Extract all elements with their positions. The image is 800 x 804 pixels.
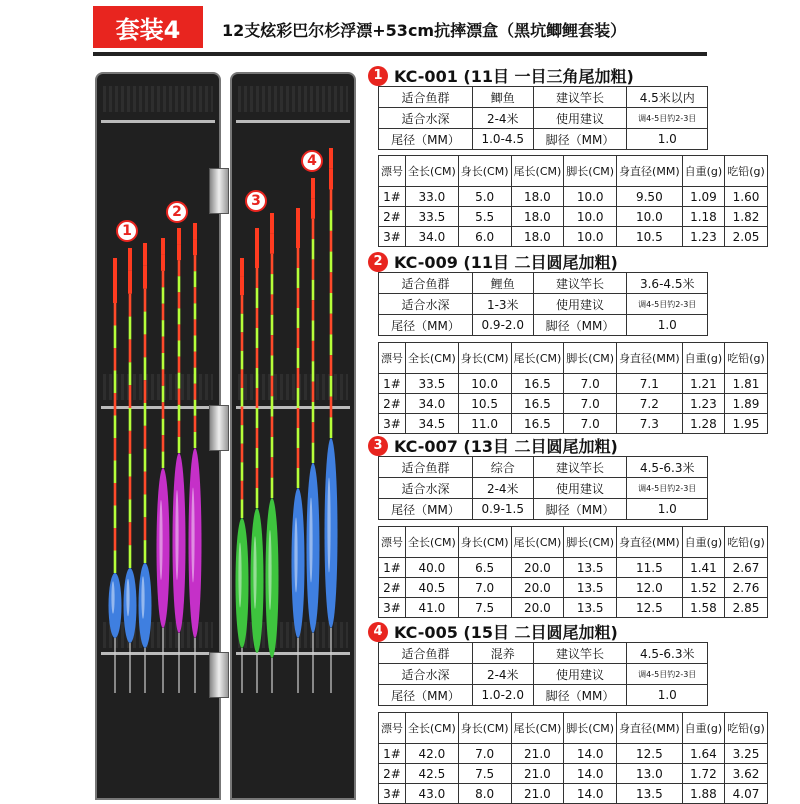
table-cell: 吃铅(g) — [725, 713, 768, 744]
table-cell: 适合鱼群 — [379, 87, 473, 108]
table-row — [379, 227, 768, 247]
table-cell: 尾长(CM) — [511, 713, 564, 744]
marker-3: 3 — [245, 190, 267, 212]
table-cell: 身直径(MM) — [617, 343, 683, 374]
table-cell: 3# — [379, 784, 406, 804]
table-cell: 使用建议 — [533, 294, 627, 315]
table-cell: 1# — [379, 744, 406, 764]
section-2-spec-table — [378, 272, 708, 336]
table-cell: 18.0 — [511, 227, 564, 247]
section-4-title: 4 KC-005 (15目 二目圆尾加粗) — [368, 620, 618, 643]
section-1-title: 1 KC-001 (11目 一目三角尾加粗) — [368, 64, 634, 87]
table-row — [379, 598, 768, 618]
table-cell: 适合鱼群 — [379, 457, 473, 478]
table-row — [379, 394, 768, 414]
header-divider — [93, 52, 707, 56]
marker-4: 4 — [301, 150, 323, 172]
table-cell: 脚长(CM) — [564, 527, 617, 558]
table-row — [379, 156, 768, 187]
table-cell: 7.0 — [564, 374, 617, 394]
fishing-float — [189, 223, 202, 693]
table-cell: 2# — [379, 578, 406, 598]
table-cell: 2# — [379, 394, 406, 414]
table-cell: 33.5 — [406, 374, 459, 394]
table-cell: 综合 — [472, 457, 533, 478]
table-cell: 吃铅(g) — [725, 156, 768, 187]
table-cell: 4.5-6.3米 — [627, 643, 708, 664]
table-cell: 10.0 — [564, 187, 617, 207]
section-3-spec-table — [378, 456, 708, 520]
table-cell: 脚径（MM） — [533, 315, 627, 336]
marker-1: 1 — [116, 220, 138, 242]
table-cell: 适合鱼群 — [379, 273, 473, 294]
table-row — [379, 685, 708, 706]
table-cell: 7.0 — [458, 744, 511, 764]
table-cell: 3.62 — [725, 764, 768, 784]
table-row — [379, 744, 768, 764]
table-cell: 1.95 — [725, 414, 768, 434]
table-row — [379, 414, 768, 434]
table-cell: 漂号 — [379, 156, 406, 187]
table-cell: 调4-5目钓2-3目 — [627, 478, 708, 499]
table-cell: 1.0 — [627, 685, 708, 706]
section-2-title: 2 KC-009 (11目 二目圆尾加粗) — [368, 250, 618, 273]
table-cell: 尾径（MM） — [379, 315, 473, 336]
table-cell: 身长(CM) — [458, 713, 511, 744]
table-cell: 建议竿长 — [533, 87, 627, 108]
table-cell: 1.60 — [725, 187, 768, 207]
table-cell: 14.0 — [564, 784, 617, 804]
table-row — [379, 207, 768, 227]
table-cell: 混养 — [472, 643, 533, 664]
table-cell: 3.25 — [725, 744, 768, 764]
table-row — [379, 343, 768, 374]
table-cell: 尾长(CM) — [511, 527, 564, 558]
table-cell: 3# — [379, 414, 406, 434]
fishing-float — [325, 148, 338, 693]
table-cell: 1.0 — [627, 499, 708, 520]
table-cell: 身长(CM) — [458, 156, 511, 187]
table-cell: 0.9-2.0 — [472, 315, 533, 336]
table-cell: 7.3 — [617, 414, 683, 434]
table-cell: 14.0 — [564, 764, 617, 784]
table-cell: 34.5 — [406, 414, 459, 434]
table-cell: 3.6-4.5米 — [627, 273, 708, 294]
table-cell: 13.5 — [564, 558, 617, 578]
table-cell: 0.9-1.5 — [472, 499, 533, 520]
table-cell: 1# — [379, 374, 406, 394]
table-cell: 42.0 — [406, 744, 459, 764]
floats-illustration — [95, 68, 360, 800]
table-cell: 自重(g) — [682, 343, 725, 374]
table-row — [379, 374, 768, 394]
table-cell: 调4-5目钓2-3目 — [627, 664, 708, 685]
table-row — [379, 457, 708, 478]
table-cell: 14.0 — [564, 744, 617, 764]
section-4-spec-table — [378, 642, 708, 706]
table-cell: 建议竿长 — [533, 273, 627, 294]
table-cell: 13.0 — [617, 764, 683, 784]
table-cell: 身长(CM) — [458, 343, 511, 374]
table-cell: 自重(g) — [682, 527, 725, 558]
table-cell: 1.0 — [627, 315, 708, 336]
set-badge: 套装4 — [93, 6, 203, 48]
table-cell: 适合水深 — [379, 664, 473, 685]
table-cell: 调4-5目钓2-3目 — [627, 294, 708, 315]
table-cell: 18.0 — [511, 207, 564, 227]
table-cell: 调4-5目钓2-3目 — [627, 108, 708, 129]
table-cell: 1.23 — [682, 394, 725, 414]
table-cell: 使用建议 — [533, 108, 627, 129]
table-cell: 2.76 — [725, 578, 768, 598]
table-cell: 4.5米以内 — [627, 87, 708, 108]
table-row — [379, 187, 768, 207]
table-cell: 20.0 — [511, 598, 564, 618]
table-cell: 身直径(MM) — [617, 527, 683, 558]
table-cell: 全长(CM) — [406, 156, 459, 187]
table-cell: 21.0 — [511, 764, 564, 784]
section-1-data-table — [378, 155, 768, 247]
table-cell: 12.0 — [617, 578, 683, 598]
table-cell: 尾径（MM） — [379, 499, 473, 520]
table-cell: 2-4米 — [472, 108, 533, 129]
table-cell: 10.0 — [458, 374, 511, 394]
table-cell: 40.0 — [406, 558, 459, 578]
table-cell: 鲫鱼 — [472, 87, 533, 108]
table-cell: 1.0 — [627, 129, 708, 150]
table-cell: 1.18 — [682, 207, 725, 227]
table-cell: 10.0 — [564, 207, 617, 227]
table-cell: 7.0 — [564, 414, 617, 434]
table-cell: 40.5 — [406, 578, 459, 598]
fishing-float — [124, 248, 137, 693]
table-cell: 42.5 — [406, 764, 459, 784]
table-cell: 33.0 — [406, 187, 459, 207]
table-cell: 16.5 — [511, 414, 564, 434]
table-cell: 1.64 — [682, 744, 725, 764]
section-3-title: 3 KC-007 (13目 二目圆尾加粗) — [368, 434, 618, 457]
table-cell: 自重(g) — [682, 156, 725, 187]
table-cell: 尾长(CM) — [511, 156, 564, 187]
table-cell: 9.50 — [617, 187, 683, 207]
table-cell: 1.58 — [682, 598, 725, 618]
table-cell: 43.0 — [406, 784, 459, 804]
table-cell: 16.5 — [511, 394, 564, 414]
table-cell: 21.0 — [511, 744, 564, 764]
table-cell: 34.0 — [406, 227, 459, 247]
table-cell: 全长(CM) — [406, 713, 459, 744]
table-cell: 13.5 — [564, 578, 617, 598]
table-row — [379, 784, 768, 804]
table-cell: 13.5 — [617, 784, 683, 804]
table-cell: 适合水深 — [379, 108, 473, 129]
table-cell: 10.5 — [617, 227, 683, 247]
table-row — [379, 764, 768, 784]
table-cell: 33.5 — [406, 207, 459, 227]
table-cell: 7.5 — [458, 598, 511, 618]
table-row — [379, 478, 708, 499]
table-cell: 1.72 — [682, 764, 725, 784]
table-cell: 身直径(MM) — [617, 156, 683, 187]
table-cell: 6.0 — [458, 227, 511, 247]
table-row — [379, 108, 708, 129]
table-cell: 20.0 — [511, 558, 564, 578]
table-cell: 脚长(CM) — [564, 343, 617, 374]
table-cell: 7.0 — [458, 578, 511, 598]
fishing-float — [266, 213, 279, 693]
section-4-data-table — [378, 712, 768, 804]
table-cell: 全长(CM) — [406, 343, 459, 374]
table-cell: 漂号 — [379, 713, 406, 744]
table-cell: 使用建议 — [533, 478, 627, 499]
table-cell: 18.0 — [511, 187, 564, 207]
table-cell: 41.0 — [406, 598, 459, 618]
table-cell: 7.0 — [564, 394, 617, 414]
table-cell: 适合水深 — [379, 478, 473, 499]
table-cell: 2# — [379, 207, 406, 227]
table-cell: 2-4米 — [472, 478, 533, 499]
table-row — [379, 527, 768, 558]
section-3-data-table — [378, 526, 768, 618]
table-cell: 漂号 — [379, 527, 406, 558]
table-cell: 12.5 — [617, 598, 683, 618]
table-cell: 尾径（MM） — [379, 685, 473, 706]
fishing-float — [157, 238, 170, 693]
table-cell: 1.41 — [682, 558, 725, 578]
table-cell: 1# — [379, 187, 406, 207]
table-cell: 34.0 — [406, 394, 459, 414]
table-cell: 3# — [379, 598, 406, 618]
table-row — [379, 273, 708, 294]
table-row — [379, 558, 768, 578]
table-cell: 全长(CM) — [406, 527, 459, 558]
table-cell: 6.5 — [458, 558, 511, 578]
table-cell: 1.28 — [682, 414, 725, 434]
table-row — [379, 643, 708, 664]
fishing-float — [236, 258, 249, 693]
table-cell: 1.81 — [725, 374, 768, 394]
table-cell: 8.0 — [458, 784, 511, 804]
fishing-float — [307, 178, 320, 693]
fishing-float — [292, 208, 305, 693]
product-title: 12支炫彩巴尔杉浮漂+53cm抗摔漂盒（黑坑鲫鲤套装） — [222, 21, 627, 40]
table-cell: 脚径（MM） — [533, 129, 627, 150]
table-cell: 吃铅(g) — [725, 343, 768, 374]
table-cell: 5.0 — [458, 187, 511, 207]
table-cell: 16.5 — [511, 374, 564, 394]
section-2-data-table — [378, 342, 768, 434]
table-cell: 尾长(CM) — [511, 343, 564, 374]
table-cell: 1# — [379, 558, 406, 578]
table-cell: 2.05 — [725, 227, 768, 247]
table-cell: 5.5 — [458, 207, 511, 227]
table-cell: 1.82 — [725, 207, 768, 227]
table-cell: 12.5 — [617, 744, 683, 764]
table-row — [379, 578, 768, 598]
table-cell: 脚径（MM） — [533, 685, 627, 706]
table-cell: 身长(CM) — [458, 527, 511, 558]
table-cell: 7.1 — [617, 374, 683, 394]
table-cell: 3# — [379, 227, 406, 247]
marker-2: 2 — [166, 201, 188, 223]
table-cell: 11.5 — [617, 558, 683, 578]
table-cell: 10.0 — [617, 207, 683, 227]
table-cell: 脚长(CM) — [564, 713, 617, 744]
table-cell: 适合水深 — [379, 294, 473, 315]
section-1-spec-table — [378, 86, 708, 150]
table-cell: 1.52 — [682, 578, 725, 598]
table-cell: 1-3米 — [472, 294, 533, 315]
table-cell: 13.5 — [564, 598, 617, 618]
table-cell: 7.2 — [617, 394, 683, 414]
table-cell: 4.07 — [725, 784, 768, 804]
fishing-float — [139, 243, 152, 693]
table-cell: 建议竿长 — [533, 457, 627, 478]
table-row — [379, 664, 708, 685]
table-cell: 1.23 — [682, 227, 725, 247]
table-cell: 11.0 — [458, 414, 511, 434]
table-cell: 建议竿长 — [533, 643, 627, 664]
table-cell: 7.5 — [458, 764, 511, 784]
table-row — [379, 129, 708, 150]
table-cell: 漂号 — [379, 343, 406, 374]
table-row — [379, 294, 708, 315]
table-cell: 1.21 — [682, 374, 725, 394]
table-row — [379, 87, 708, 108]
table-cell: 自重(g) — [682, 713, 725, 744]
table-cell: 脚长(CM) — [564, 156, 617, 187]
table-cell: 脚径（MM） — [533, 499, 627, 520]
table-cell: 2-4米 — [472, 664, 533, 685]
table-cell: 1.88 — [682, 784, 725, 804]
table-cell: 1.0-4.5 — [472, 129, 533, 150]
table-cell: 使用建议 — [533, 664, 627, 685]
table-row — [379, 315, 708, 336]
table-cell: 1.09 — [682, 187, 725, 207]
table-cell: 20.0 — [511, 578, 564, 598]
table-cell: 2# — [379, 764, 406, 784]
table-cell: 吃铅(g) — [725, 527, 768, 558]
fishing-float — [173, 228, 186, 693]
table-cell: 4.5-6.3米 — [627, 457, 708, 478]
table-cell: 身直径(MM) — [617, 713, 683, 744]
table-cell: 21.0 — [511, 784, 564, 804]
table-cell: 10.5 — [458, 394, 511, 414]
table-cell: 适合鱼群 — [379, 643, 473, 664]
table-cell: 2.67 — [725, 558, 768, 578]
table-row — [379, 499, 708, 520]
table-cell: 尾径（MM） — [379, 129, 473, 150]
table-cell: 1.89 — [725, 394, 768, 414]
table-cell: 10.0 — [564, 227, 617, 247]
fishing-float — [251, 228, 264, 693]
table-cell: 鲤鱼 — [472, 273, 533, 294]
table-row — [379, 713, 768, 744]
fishing-float — [109, 258, 122, 693]
table-cell: 1.0-2.0 — [472, 685, 533, 706]
table-cell: 2.85 — [725, 598, 768, 618]
